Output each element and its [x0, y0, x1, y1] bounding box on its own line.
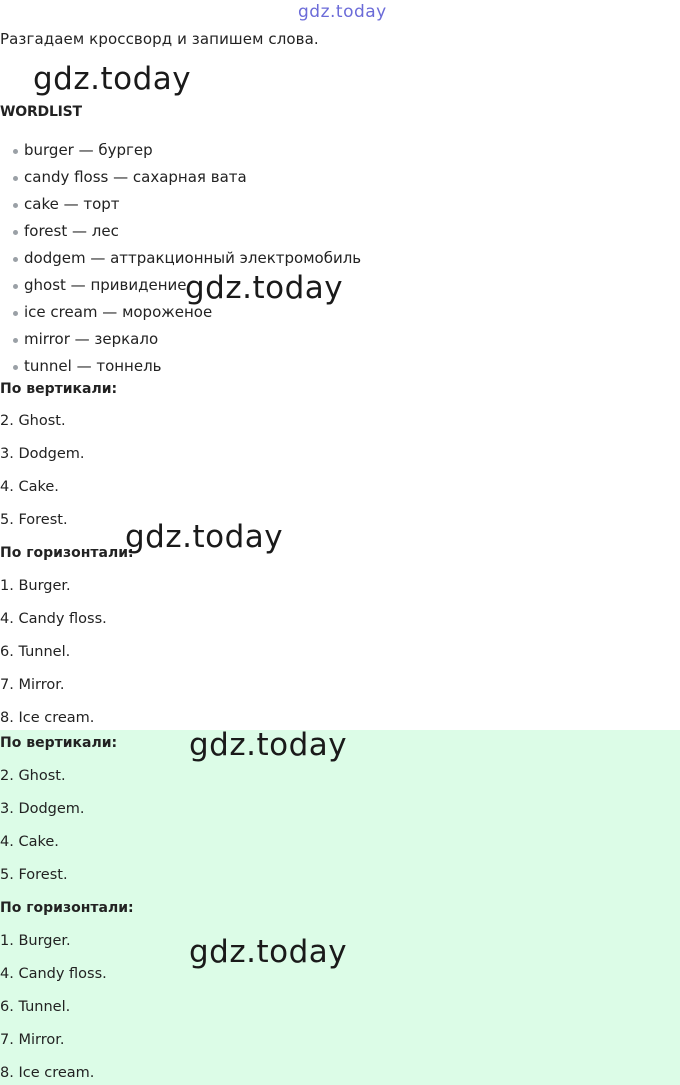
answer-block [0, 376, 680, 728]
watermark: gdz.today [189, 934, 348, 970]
answer-row: 2. Ghost. [0, 413, 66, 429]
wordlist-heading: WORDLIST [0, 104, 82, 120]
answer-row: 5. Forest. [0, 867, 68, 883]
watermark: gdz.today [189, 727, 348, 763]
watermark: gdz.today [33, 61, 192, 97]
answer-row: 5. Forest. [0, 512, 68, 528]
wordlist-item: ice cream — мороженое [0, 299, 361, 326]
answer-row: 4. Cake. [0, 479, 59, 495]
wordlist-item: forest — лес [0, 218, 361, 245]
down-title: По вертикали: [0, 735, 118, 751]
wordlist-item: dodgem — аттракционный электромобиль [0, 245, 361, 272]
intro-text: Разгадаем кроссворд и запишем слова. [0, 30, 319, 48]
wordlist [0, 137, 361, 380]
answer-block-highlighted [0, 730, 680, 1085]
wordlist-item: cake — торт [0, 191, 361, 218]
watermark-top: gdz.today [298, 2, 387, 22]
answer-row: 1. Burger. [0, 578, 71, 594]
answer-row: 3. Dodgem. [0, 446, 85, 462]
down-title: По вертикали: [0, 381, 118, 397]
wordlist-item: tunnel — тоннель [0, 353, 361, 380]
answer-row: 4. Candy floss. [0, 966, 107, 982]
watermark: gdz.today [125, 519, 284, 555]
answer-row: 4. Cake. [0, 834, 59, 850]
answer-row: 8. Ice cream. [0, 1065, 95, 1081]
answer-row: 6. Tunnel. [0, 999, 71, 1015]
wordlist-item: candy floss — сахарная вата [0, 164, 361, 191]
wordlist-item: ghost — привидение [0, 272, 361, 299]
answer-row: 1. Burger. [0, 933, 71, 949]
across-title: По горизонтали: [0, 900, 134, 916]
wordlist-item: mirror — зеркало [0, 326, 361, 353]
watermark: gdz.today [185, 270, 344, 306]
answer-row: 6. Tunnel. [0, 644, 71, 660]
answer-row: 3. Dodgem. [0, 801, 85, 817]
answer-row: 8. Ice cream. [0, 710, 95, 726]
answer-row: 4. Candy floss. [0, 611, 107, 627]
answer-row: 7. Mirror. [0, 677, 65, 693]
wordlist-item: burger — бургер [0, 137, 361, 164]
answer-row: 7. Mirror. [0, 1032, 65, 1048]
across-title: По горизонтали: [0, 545, 134, 561]
answer-row: 2. Ghost. [0, 768, 66, 784]
